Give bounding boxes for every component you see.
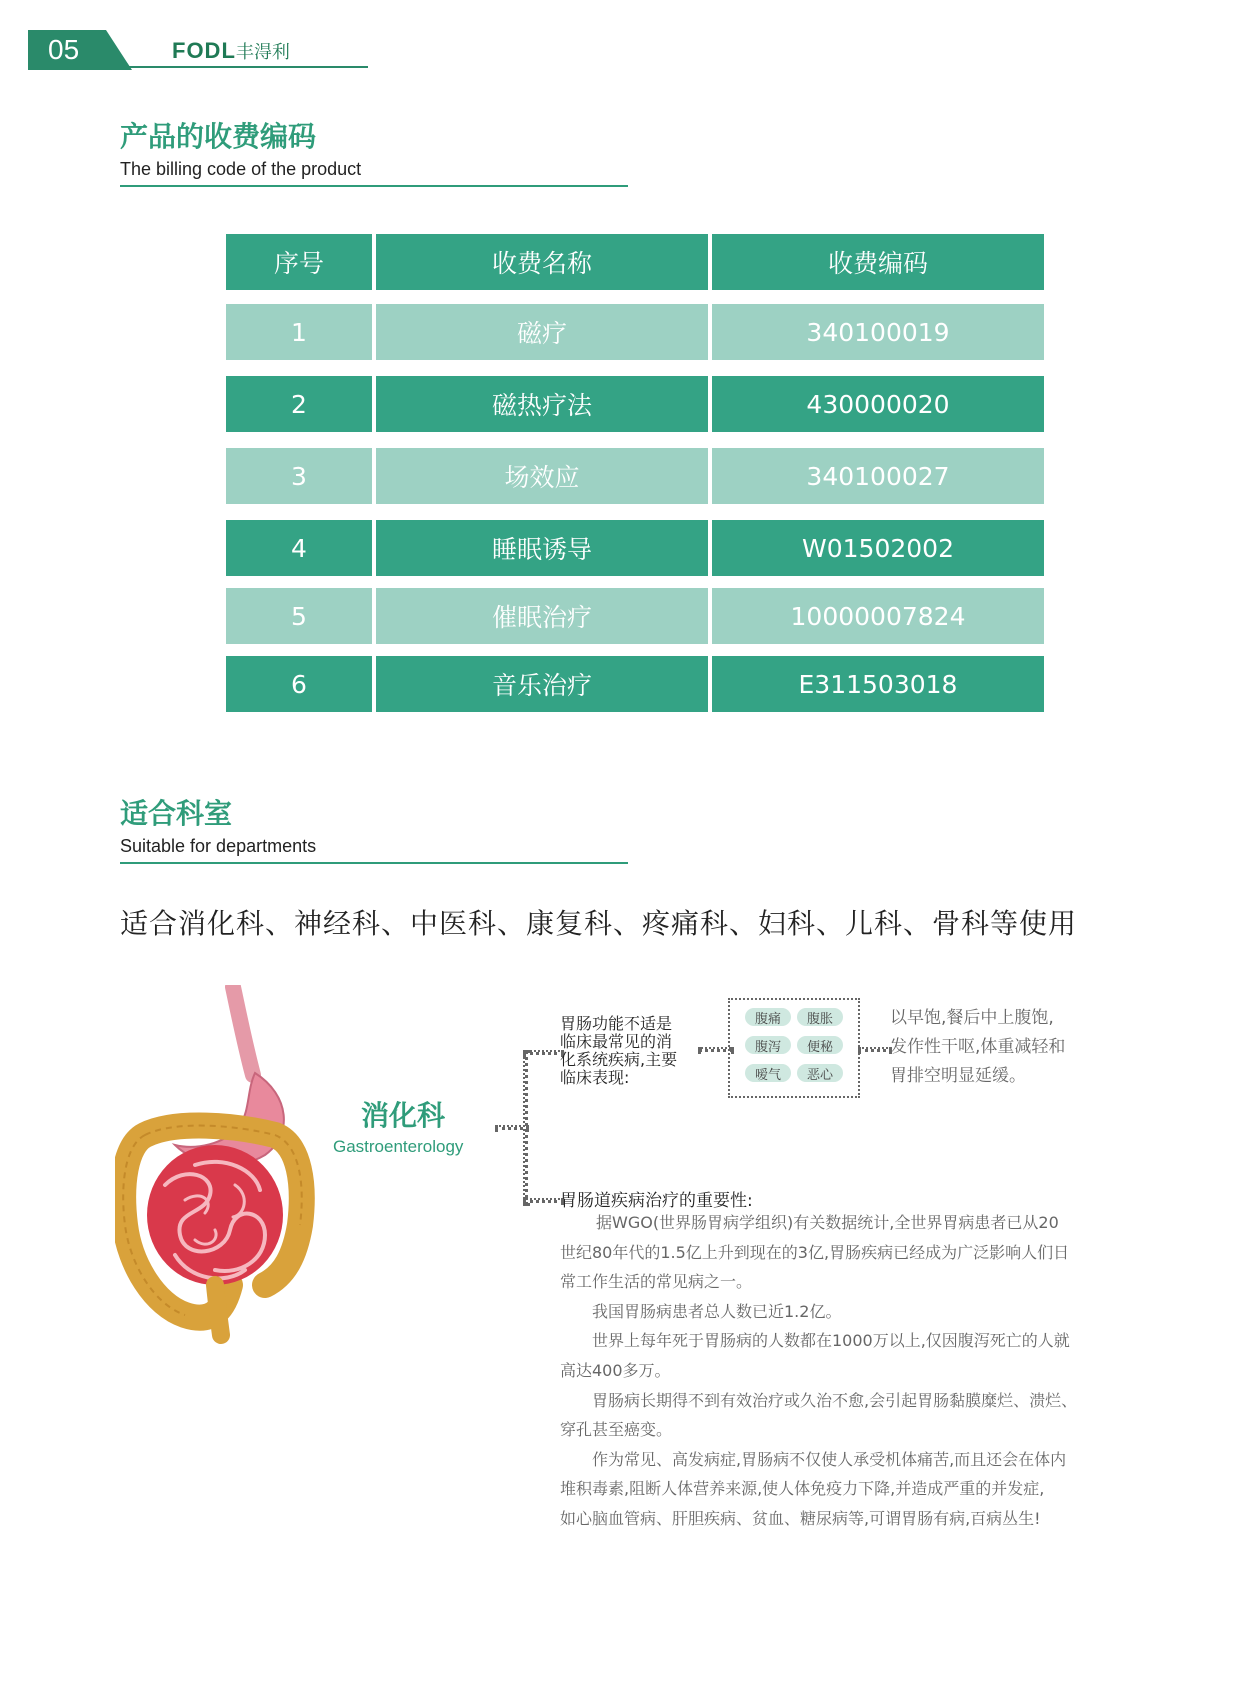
symptom-tag: 腹泻 [745,1036,791,1054]
row-4-name: 睡眠诱导 [376,520,708,576]
para-line: 我国胃肠病患者总人数已近1.2亿。 [592,1301,842,1321]
symptoms-intro [560,1015,677,1087]
symptom-tag: 嗳气 [745,1064,791,1082]
departments-statement: 适合消化科、神经科、中医科、康复科、疼痛科、妇科、儿科、骨科等使用 [120,907,1078,940]
dept-name: 消化科 [361,1099,446,1132]
header-rule [28,66,368,68]
page-number: 05 [48,34,80,65]
symptoms-intro-line: 胃肠功能不适是 [560,1014,673,1033]
symptom-desc-line: 胃排空明显延缓。 [890,1066,1026,1086]
row-5-code: 10000007824 [712,588,1044,644]
para-line: 如心脑血管病、肝胆疾病、贫血、糖尿病等,可谓胃肠有病,百病丛生! [560,1508,1041,1528]
row-6-code: E311503018 [712,656,1044,712]
importance-body [560,1208,1160,1534]
row-2-code: 430000020 [712,376,1044,432]
importance-paragraph [560,1297,1160,1327]
row-4-code: W01502002 [712,520,1044,576]
row-1-name: 磁疗 [376,304,708,360]
logo-cn: 丰淂利 [235,42,290,62]
row-1-code: 340100019 [712,304,1044,360]
col-header-no: 序号 [226,234,372,290]
symptom-tag: 腹胀 [797,1008,843,1026]
row-2-name: 磁热疗法 [376,376,708,432]
row-6-name: 音乐治疗 [376,656,708,712]
symptom-desc-line: 发作性干呕,体重减轻和 [890,1037,1066,1057]
billing-rule [120,185,628,187]
page-tab [28,30,132,70]
importance-paragraph [560,1386,1160,1445]
billing-subtitle: The billing code of the product [120,159,362,179]
row-6-no: 6 [226,656,372,712]
connector-upper [523,1050,564,1055]
symptoms-intro-line: 化系统疾病,主要 [560,1050,678,1069]
para-line: 常工作生活的常见病之一。 [560,1272,753,1292]
logo-text: FODL [172,38,236,63]
row-4-no: 4 [226,520,372,576]
symptoms-intro-line: 临床最常见的消 [560,1032,673,1051]
row-5-name: 催眠治疗 [376,588,708,644]
para-line: 高达400多万。 [560,1360,671,1380]
brand-logo [172,38,290,64]
billing-title: 产品的收费编码 [120,120,317,153]
row-1-no: 1 [226,304,372,360]
para-line: 作为常见、高发病症,胃肠病不仅使人承受机体痛苦,而且还会在体内 [592,1449,1067,1469]
row-5-no: 5 [226,588,372,644]
para-line: 世纪80年代的1.5亿上升到现在的3亿,胃肠疾病已经成为广泛影响人们日 [560,1242,1070,1262]
digestive-system-illustration [115,985,315,1345]
para-line: 堆积毒素,阻断人体营养来源,使人体免疫力下降,并造成严重的并发症, [560,1479,1045,1499]
para-line: 据WGO(世界肠胃病学组织)有关数据统计,全世界胃病患者已从20 [596,1213,1059,1232]
para-line: 穿孔甚至癌变。 [560,1420,673,1440]
symptom-tag: 腹痛 [745,1008,791,1026]
connector-lower [523,1198,564,1203]
row-3-code: 340100027 [712,448,1044,504]
importance-title: 胃肠道疾病治疗的重要性: [560,1191,753,1211]
departments-title: 适合科室 [120,797,233,830]
row-3-name: 场效应 [376,448,708,504]
departments-subtitle: Suitable for departments [120,836,317,856]
connector-desc [858,1047,892,1052]
col-header-name: 收费名称 [376,234,708,290]
para-line: 世界上每年死于胃肠病的人数都在1000万以上,仅因腹泻死亡的人就 [592,1331,1070,1351]
importance-paragraph [560,1326,1160,1385]
para-line: 胃肠病长期得不到有效治疗或久治不愈,会引起胃肠黏膜糜烂、溃烂、 [592,1390,1078,1410]
connector-vertical [523,1050,528,1206]
symptoms-intro-line: 临床表现: [560,1068,630,1087]
dept-name-en: Gastroenterology [333,1137,464,1156]
row-3-no: 3 [226,448,372,504]
symptom-description [890,1004,1065,1091]
importance-paragraph [560,1445,1160,1534]
symptom-tags-box [728,998,860,1098]
symptom-desc-line: 以早饱,餐后中上腹饱, [890,1008,1054,1028]
symptom-tag: 恶心 [797,1064,843,1082]
departments-rule [120,862,628,864]
symptom-tag: 便秘 [797,1036,843,1054]
col-header-code: 收费编码 [712,234,1044,290]
row-2-no: 2 [226,376,372,432]
importance-paragraph [560,1208,1160,1297]
